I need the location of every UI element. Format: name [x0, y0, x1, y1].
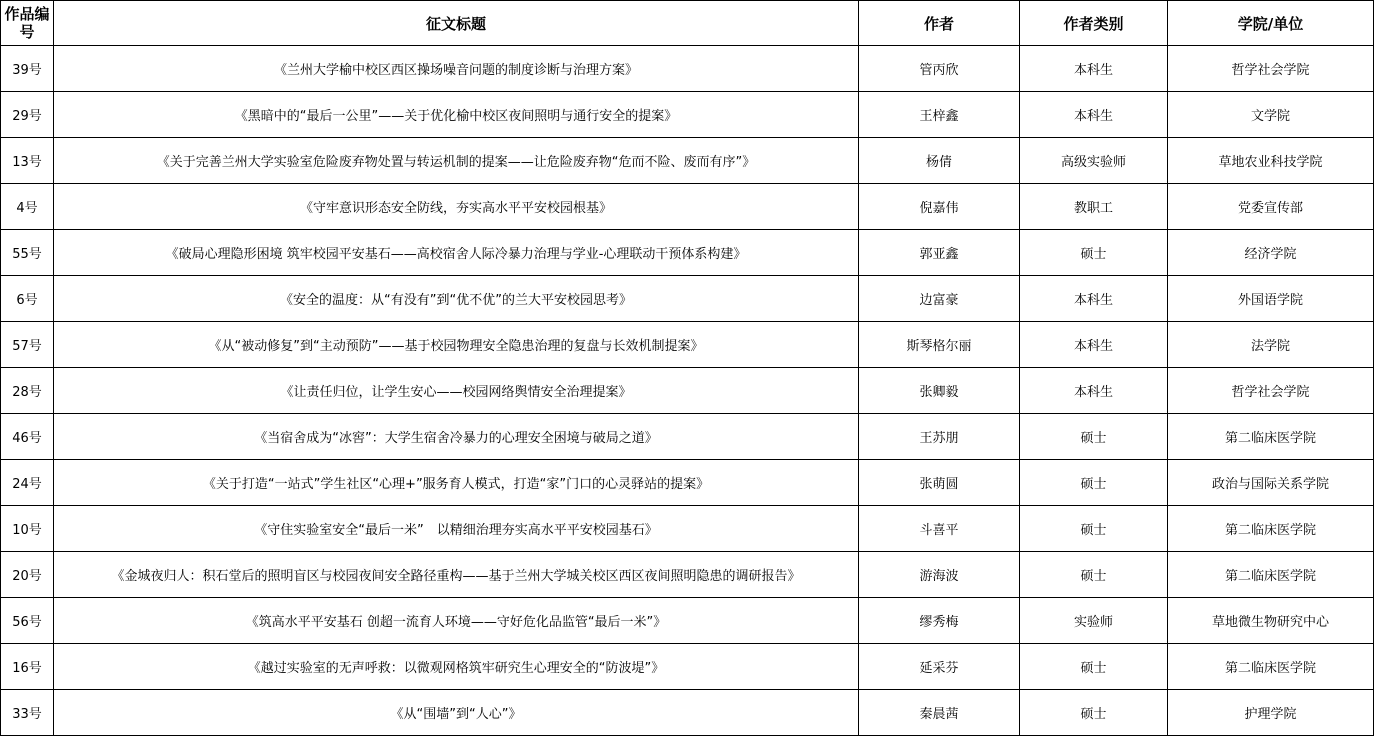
cell-title: 《当宿舍成为“冰窖”：大学生宿舍冷暴力的心理安全困境与破局之道》 — [54, 414, 859, 460]
cell-author: 斗喜平 — [859, 506, 1020, 552]
cell-category: 本科生 — [1020, 368, 1168, 414]
table-body — [1, 46, 1374, 736]
cell-id: 10号 — [1, 506, 54, 552]
cell-id: 6号 — [1, 276, 54, 322]
cell-category: 硕士 — [1020, 460, 1168, 506]
cell-title: 《从“被动修复”到“主动预防”——基于校园物理安全隐患治理的复盘与长效机制提案》 — [54, 322, 859, 368]
cell-id: 55号 — [1, 230, 54, 276]
cell-category: 硕士 — [1020, 414, 1168, 460]
cell-unit: 第二临床医学院 — [1168, 414, 1374, 460]
cell-id: 39号 — [1, 46, 54, 92]
cell-id: 24号 — [1, 460, 54, 506]
table-row — [1, 276, 1374, 322]
cell-id: 13号 — [1, 138, 54, 184]
table-row — [1, 368, 1374, 414]
cell-category: 高级实验师 — [1020, 138, 1168, 184]
cell-author: 张卿毅 — [859, 368, 1020, 414]
cell-id: 33号 — [1, 690, 54, 736]
cell-title: 《关于完善兰州大学实验室危险废弃物处置与转运机制的提案——让危险废弃物“危而不险、废而有序”》 — [54, 138, 859, 184]
cell-author: 斯琴格尔丽 — [859, 322, 1020, 368]
table-row — [1, 506, 1374, 552]
cell-title: 《守住实验室安全“最后一米” 以精细治理夯实高水平平安校园基石》 — [54, 506, 859, 552]
cell-title: 《黑暗中的“最后一公里”——关于优化榆中校区夜间照明与通行安全的提案》 — [54, 92, 859, 138]
header-unit: 学院/单位 — [1168, 1, 1374, 46]
cell-title: 《安全的温度：从“有没有”到“优不优”的兰大平安校园思考》 — [54, 276, 859, 322]
table-row — [1, 322, 1374, 368]
cell-unit: 第二临床医学院 — [1168, 506, 1374, 552]
cell-id: 57号 — [1, 322, 54, 368]
cell-unit: 党委宣传部 — [1168, 184, 1374, 230]
cell-category: 硕士 — [1020, 690, 1168, 736]
cell-title: 《关于打造“一站式”学生社区“心理+”服务育人模式，打造“家”门口的心灵驿站的提案》 — [54, 460, 859, 506]
cell-unit: 经济学院 — [1168, 230, 1374, 276]
cell-category: 本科生 — [1020, 46, 1168, 92]
table-row — [1, 690, 1374, 736]
cell-title: 《守牢意识形态安全防线，夯实高水平平安校园根基》 — [54, 184, 859, 230]
cell-unit: 草地农业科技学院 — [1168, 138, 1374, 184]
cell-author: 倪嘉伟 — [859, 184, 1020, 230]
cell-title: 《让责任归位，让学生安心——校园网络舆情安全治理提案》 — [54, 368, 859, 414]
cell-category: 教职工 — [1020, 184, 1168, 230]
cell-category: 硕士 — [1020, 230, 1168, 276]
cell-category: 本科生 — [1020, 322, 1168, 368]
cell-author: 管丙欣 — [859, 46, 1020, 92]
cell-unit: 法学院 — [1168, 322, 1374, 368]
cell-author: 王苏朋 — [859, 414, 1020, 460]
cell-category: 本科生 — [1020, 92, 1168, 138]
cell-category: 硕士 — [1020, 644, 1168, 690]
cell-author: 缪秀梅 — [859, 598, 1020, 644]
cell-author: 杨倩 — [859, 138, 1020, 184]
table-row — [1, 460, 1374, 506]
cell-author: 张萌圆 — [859, 460, 1020, 506]
table-row — [1, 46, 1374, 92]
cell-unit: 护理学院 — [1168, 690, 1374, 736]
cell-title: 《筑高水平平安基石 创超一流育人环境——守好危化品监管“最后一米”》 — [54, 598, 859, 644]
table-row — [1, 414, 1374, 460]
cell-unit: 哲学社会学院 — [1168, 368, 1374, 414]
cell-author: 边富豪 — [859, 276, 1020, 322]
cell-title: 《金城夜归人：积石堂后的照明盲区与校园夜间安全路径重构——基于兰州大学城关校区西区夜间照明隐患的调研报告》 — [54, 552, 859, 598]
cell-title: 《破局心理隐形困境 筑牢校园平安基石——高校宿舍人际冷暴力治理与学业-心理联动干预体系构建》 — [54, 230, 859, 276]
header-title: 征文标题 — [54, 1, 859, 46]
header-id: 作品编号 — [1, 1, 54, 46]
cell-unit: 草地微生物研究中心 — [1168, 598, 1374, 644]
table-row — [1, 598, 1374, 644]
table-row — [1, 230, 1374, 276]
cell-unit: 哲学社会学院 — [1168, 46, 1374, 92]
cell-unit: 第二临床医学院 — [1168, 644, 1374, 690]
table-row — [1, 138, 1374, 184]
header-author: 作者 — [859, 1, 1020, 46]
cell-title: 《从“围墙”到“人心”》 — [54, 690, 859, 736]
cell-id: 4号 — [1, 184, 54, 230]
cell-author: 郭亚鑫 — [859, 230, 1020, 276]
cell-id: 29号 — [1, 92, 54, 138]
cell-unit: 第二临床医学院 — [1168, 552, 1374, 598]
cell-unit: 文学院 — [1168, 92, 1374, 138]
table-row — [1, 184, 1374, 230]
cell-id: 16号 — [1, 644, 54, 690]
cell-category: 硕士 — [1020, 506, 1168, 552]
cell-category: 硕士 — [1020, 552, 1168, 598]
cell-id: 28号 — [1, 368, 54, 414]
cell-unit: 外国语学院 — [1168, 276, 1374, 322]
header-category: 作者类别 — [1020, 1, 1168, 46]
cell-title: 《兰州大学榆中校区西区操场噪音问题的制度诊断与治理方案》 — [54, 46, 859, 92]
table-row — [1, 552, 1374, 598]
table-row — [1, 644, 1374, 690]
cell-title: 《越过实验室的无声呼救：以微观网格筑牢研究生心理安全的“防波堤”》 — [54, 644, 859, 690]
cell-author: 王梓鑫 — [859, 92, 1020, 138]
cell-unit: 政治与国际关系学院 — [1168, 460, 1374, 506]
cell-author: 秦晨茜 — [859, 690, 1020, 736]
cell-author: 游海波 — [859, 552, 1020, 598]
header-row — [1, 1, 1374, 46]
table-row — [1, 92, 1374, 138]
cell-author: 延采芬 — [859, 644, 1020, 690]
cell-category: 实验师 — [1020, 598, 1168, 644]
cell-category: 本科生 — [1020, 276, 1168, 322]
cell-id: 20号 — [1, 552, 54, 598]
cell-id: 46号 — [1, 414, 54, 460]
cell-id: 56号 — [1, 598, 54, 644]
